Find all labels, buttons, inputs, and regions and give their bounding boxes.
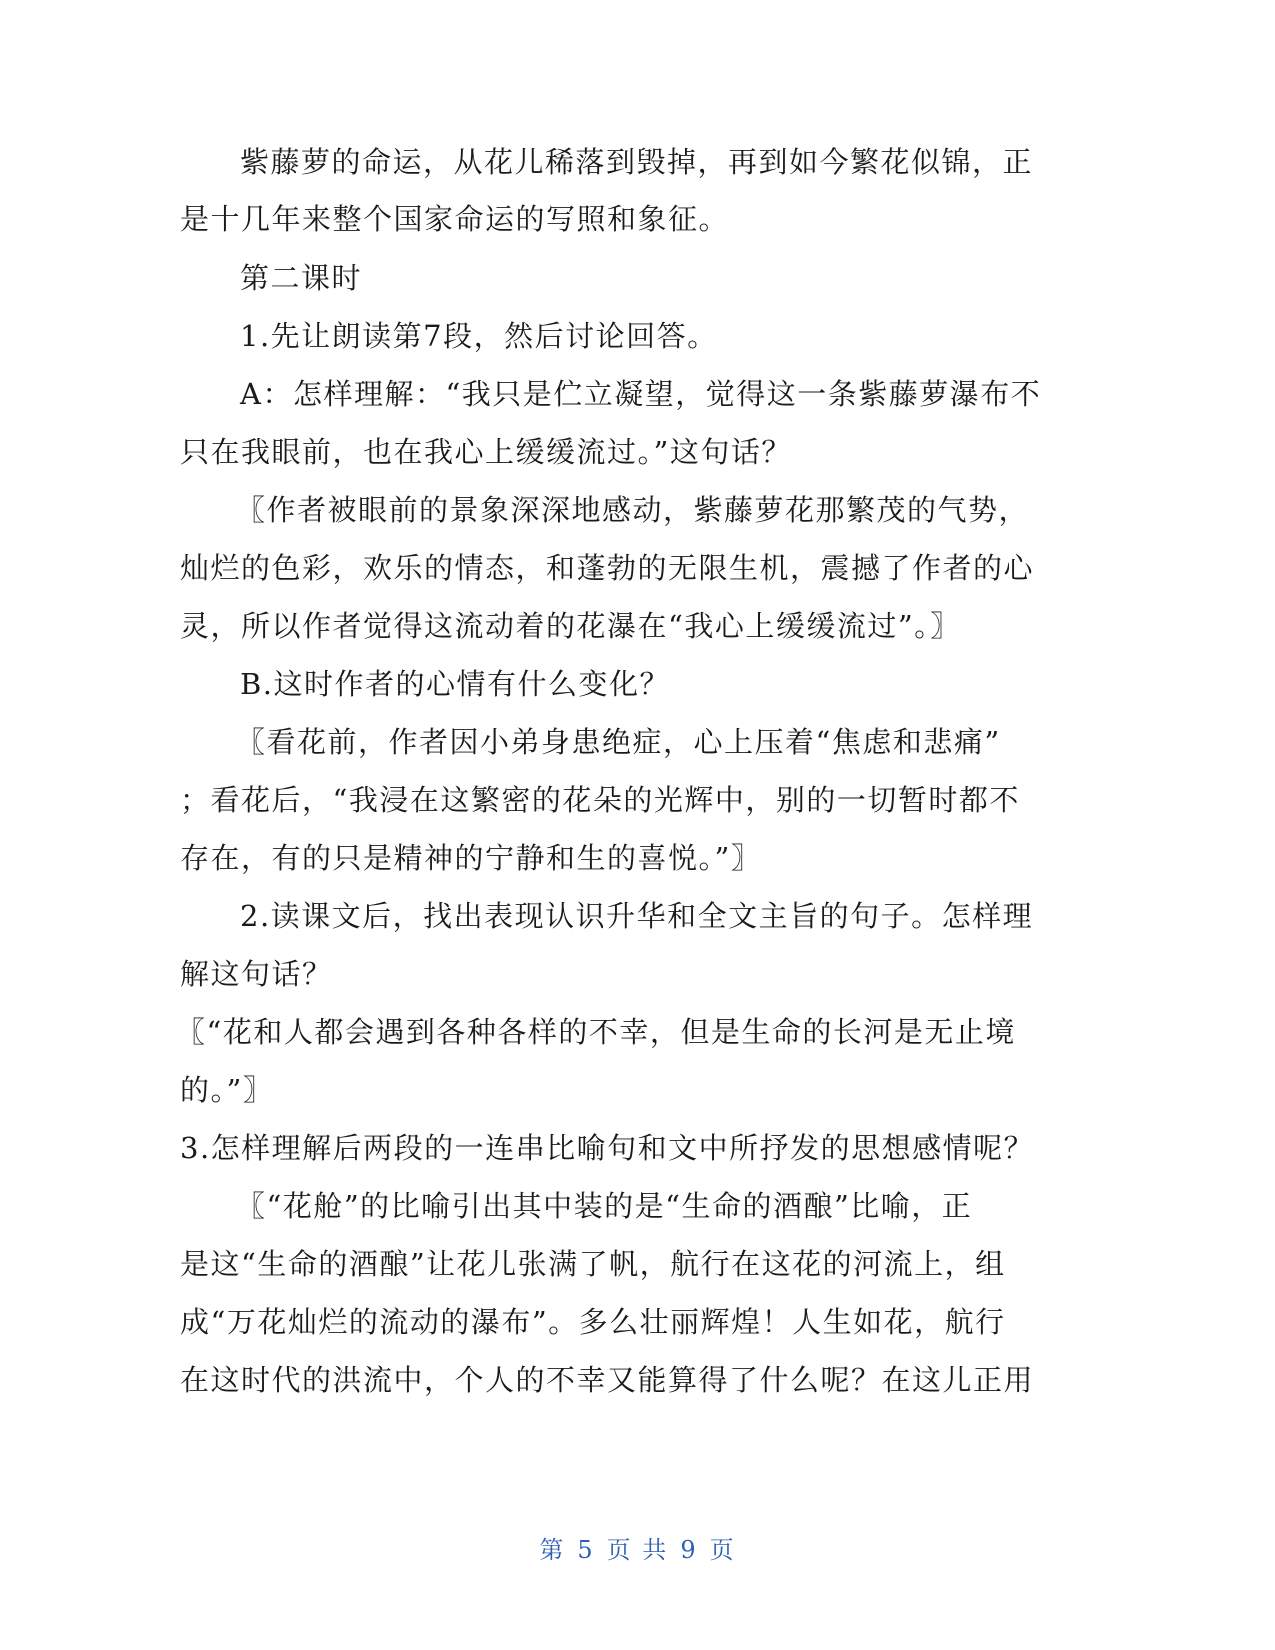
text-line: B.这时作者的心情有什么变化？ [240, 667, 671, 701]
text-line: 灿烂的色彩，欢乐的情态，和蓬勃的无限生机，震撼了作者的心 [180, 551, 1035, 585]
text-line: A：怎样理解：“我只是伫立凝望，觉得这一条紫藤萝瀑布不 [240, 377, 1042, 411]
footer-suffix: 页 [709, 1536, 736, 1564]
page-footer [0, 1530, 1275, 1565]
text-line: ；看花后，“我浸在这繁密的花朵的光辉中，别的一切暂时都不 [180, 783, 1020, 817]
text-line: 只在我眼前，也在我心上缓缓流过。”这句话？ [180, 435, 792, 469]
text-line: 灵，所以作者觉得这流动着的花瀑在“我心上缓缓流过”。〗 [180, 609, 961, 643]
text-line: 第二课时 [240, 261, 363, 295]
text-line: 〖“花和人都会遇到各种各样的不幸，但是生命的长河是无止境 [176, 1015, 1016, 1049]
text-line: 〖作者被眼前的景象深深地感动，紫藤萝花那繁茂的气势， [236, 493, 1030, 527]
text-line: 在这时代的洪流中，个人的不幸又能算得了什么呢？在这儿正用 [180, 1363, 1035, 1397]
text-line: 1.先让朗读第7段，然后讨论回答。 [240, 319, 718, 353]
text-line: 存在，有的只是精神的宁静和生的喜悦。”〗 [180, 841, 762, 875]
total-page-count: 9 [680, 1536, 698, 1564]
text-line: 成“万花灿烂的流动的瀑布”。多么壮丽辉煌！人生如花，航行 [180, 1305, 1006, 1339]
text-line: 3.怎样理解后两段的一连串比喻句和文中所抒发的思想感情呢？ [180, 1131, 1035, 1165]
text-line: 解这句话？ [180, 957, 333, 991]
text-line: 〖看花前，作者因小弟身患绝症，心上压着“焦虑和悲痛” [236, 725, 1001, 759]
text-line: 是十几年来整个国家命运的写照和象征。 [180, 202, 730, 236]
text-line: 2.读课文后，找出表现认识升华和全文主旨的句子。怎样理 [240, 899, 1034, 933]
footer-prefix: 第 [539, 1536, 566, 1564]
footer-middle: 页 共 [606, 1536, 669, 1564]
text-line: 的。”〗 [180, 1073, 274, 1107]
current-page-number: 5 [577, 1536, 595, 1564]
text-line: 紫藤萝的命运，从花儿稀落到毁掉，再到如今繁花似锦，正 [240, 145, 1034, 179]
text-line: 〖“花舱”的比喻引出其中装的是“生命的酒酿”比喻，正 [236, 1189, 973, 1223]
text-line: 是这“生命的酒酿”让花儿张满了帆，航行在这花的河流上，组 [180, 1247, 1006, 1281]
